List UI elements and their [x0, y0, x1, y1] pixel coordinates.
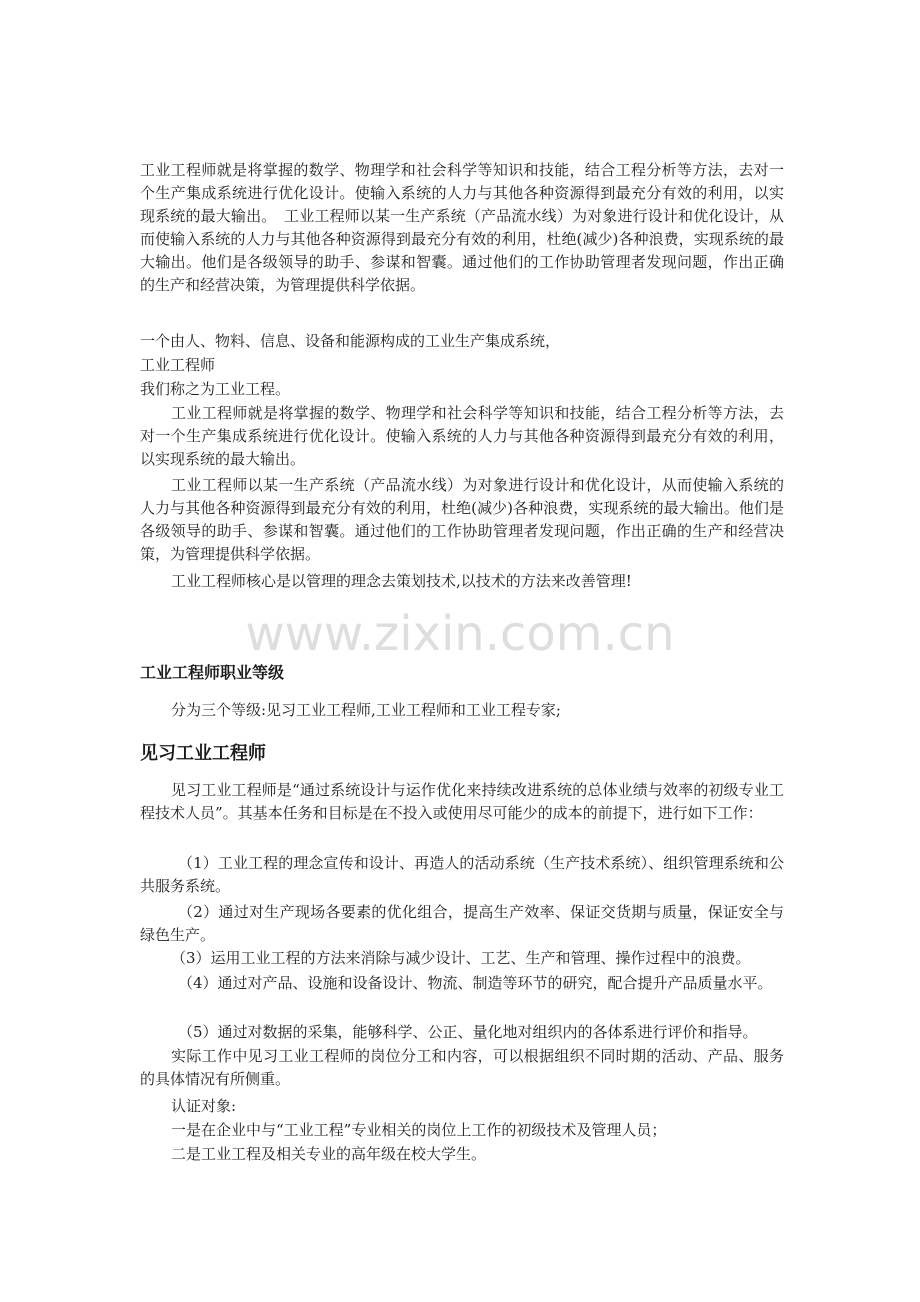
definition-line-2: 工业工程师: [140, 356, 216, 374]
definition-line-3: 我们称之为工业工程。: [140, 380, 291, 398]
definition-paragraph-2: 工业工程师以某一生产系统（产品流水线）为对象进行设计和优化设计，从而使输入系统的人力与其他各种资源得到最充分有效的利用，杜绝(减少)各种浪费，实现系统的最大输出。他们是各级领导的助手、参谋和智囊。通过他们的工作协助管理者发现问题，作出正确的生产和经营决策，为管理提供科学依据。: [140, 476, 784, 563]
trainee-practice: 实际工作中见习工业工程师的岗位分工和内容，可以根据组织不同时期的活动、产品、服务的具体情况有所侧重。: [140, 1047, 784, 1088]
intro-paragraph: 工业工程师就是将掌握的数学、物理学和社会科学等知识和技能，结合工程分析等方法，去对一个生产集成系统进行优化设计。使输入系统的人力与其他各种资源得到最充分有效的利用，以实现系统的最大输出。 工业工程师以某一生产系统（产品流水线）为对象进行设计和优化设计，从而使输入系统的人力与其他各种资源得到最充分有效的利用，杜绝(减少)各种浪费，实现系统的最大输出。他们是各级领导的助手、参谋和智囊。通过他们的工作协助管理者发现问题，作出正确的生产和经营决策，为管理提供科学依据。: [140, 161, 784, 294]
trainee-item-3: （3）运用工业工程的方法来消除与减少设计、工艺、生产和管理、操作过程中的浪费。: [171, 949, 751, 967]
watermark: www.zixin.com.cn: [245, 606, 675, 662]
trainee-intro: 见习工业工程师是“通过系统设计与运作优化来持续改进系统的总体业绩与效率的初级专业工程技术人员”。其基本任务和目标是在不投入或使用尽可能少的成本的前提下，进行如下工作：: [140, 781, 784, 822]
definition-paragraph-1: 工业工程师就是将掌握的数学、物理学和社会科学等知识和技能，结合工程分析等方法，去对一个生产集成系统进行优化设计。使输入系统的人力与其他各种资源得到最充分有效的利用，以实现系统的最大输出。: [140, 404, 784, 468]
definition-line-1: 一个由人、物料、信息、设备和能源构成的工业生产集成系统，: [140, 332, 561, 350]
certification-item-1: 一是在企业中与“工业工程”专业相关的岗位上工作的初级技术及管理人员；: [171, 1121, 667, 1139]
levels-heading: 工业工程师职业等级: [140, 663, 285, 682]
certification-label: 认证对象:: [171, 1097, 237, 1115]
certification-item-2: 二是工业工程及相关专业的高年级在校大学生。: [171, 1145, 487, 1163]
trainee-item-5: （5）通过对数据的采集，能够科学、公正、量化地对组织内的各体系进行评价和指导。: [178, 1023, 758, 1041]
trainee-item-1: （1）工业工程的理念宣传和设计、再造人的活动系统（生产技术系统）、组织管理系统和公共服务系统。: [140, 854, 784, 895]
trainee-item-2: （2）通过对生产现场各要素的优化组合，提高生产效率、保证交货期与质量，保证安全与绿色生产。: [140, 903, 784, 944]
definition-paragraph-3: 工业工程师核心是以管理的理念去策划技术,以技术的方法来改善管理!: [171, 572, 632, 590]
trainee-heading: 见习工业工程师: [140, 743, 266, 764]
trainee-item-4: （4）通过对产品、设施和设备设计、物流、制造等环节的研究，配合提升产品质量水平。: [178, 974, 773, 992]
levels-text: 分为三个等级:见习工业工程师,工业工程师和工业工程专家;: [171, 701, 561, 719]
